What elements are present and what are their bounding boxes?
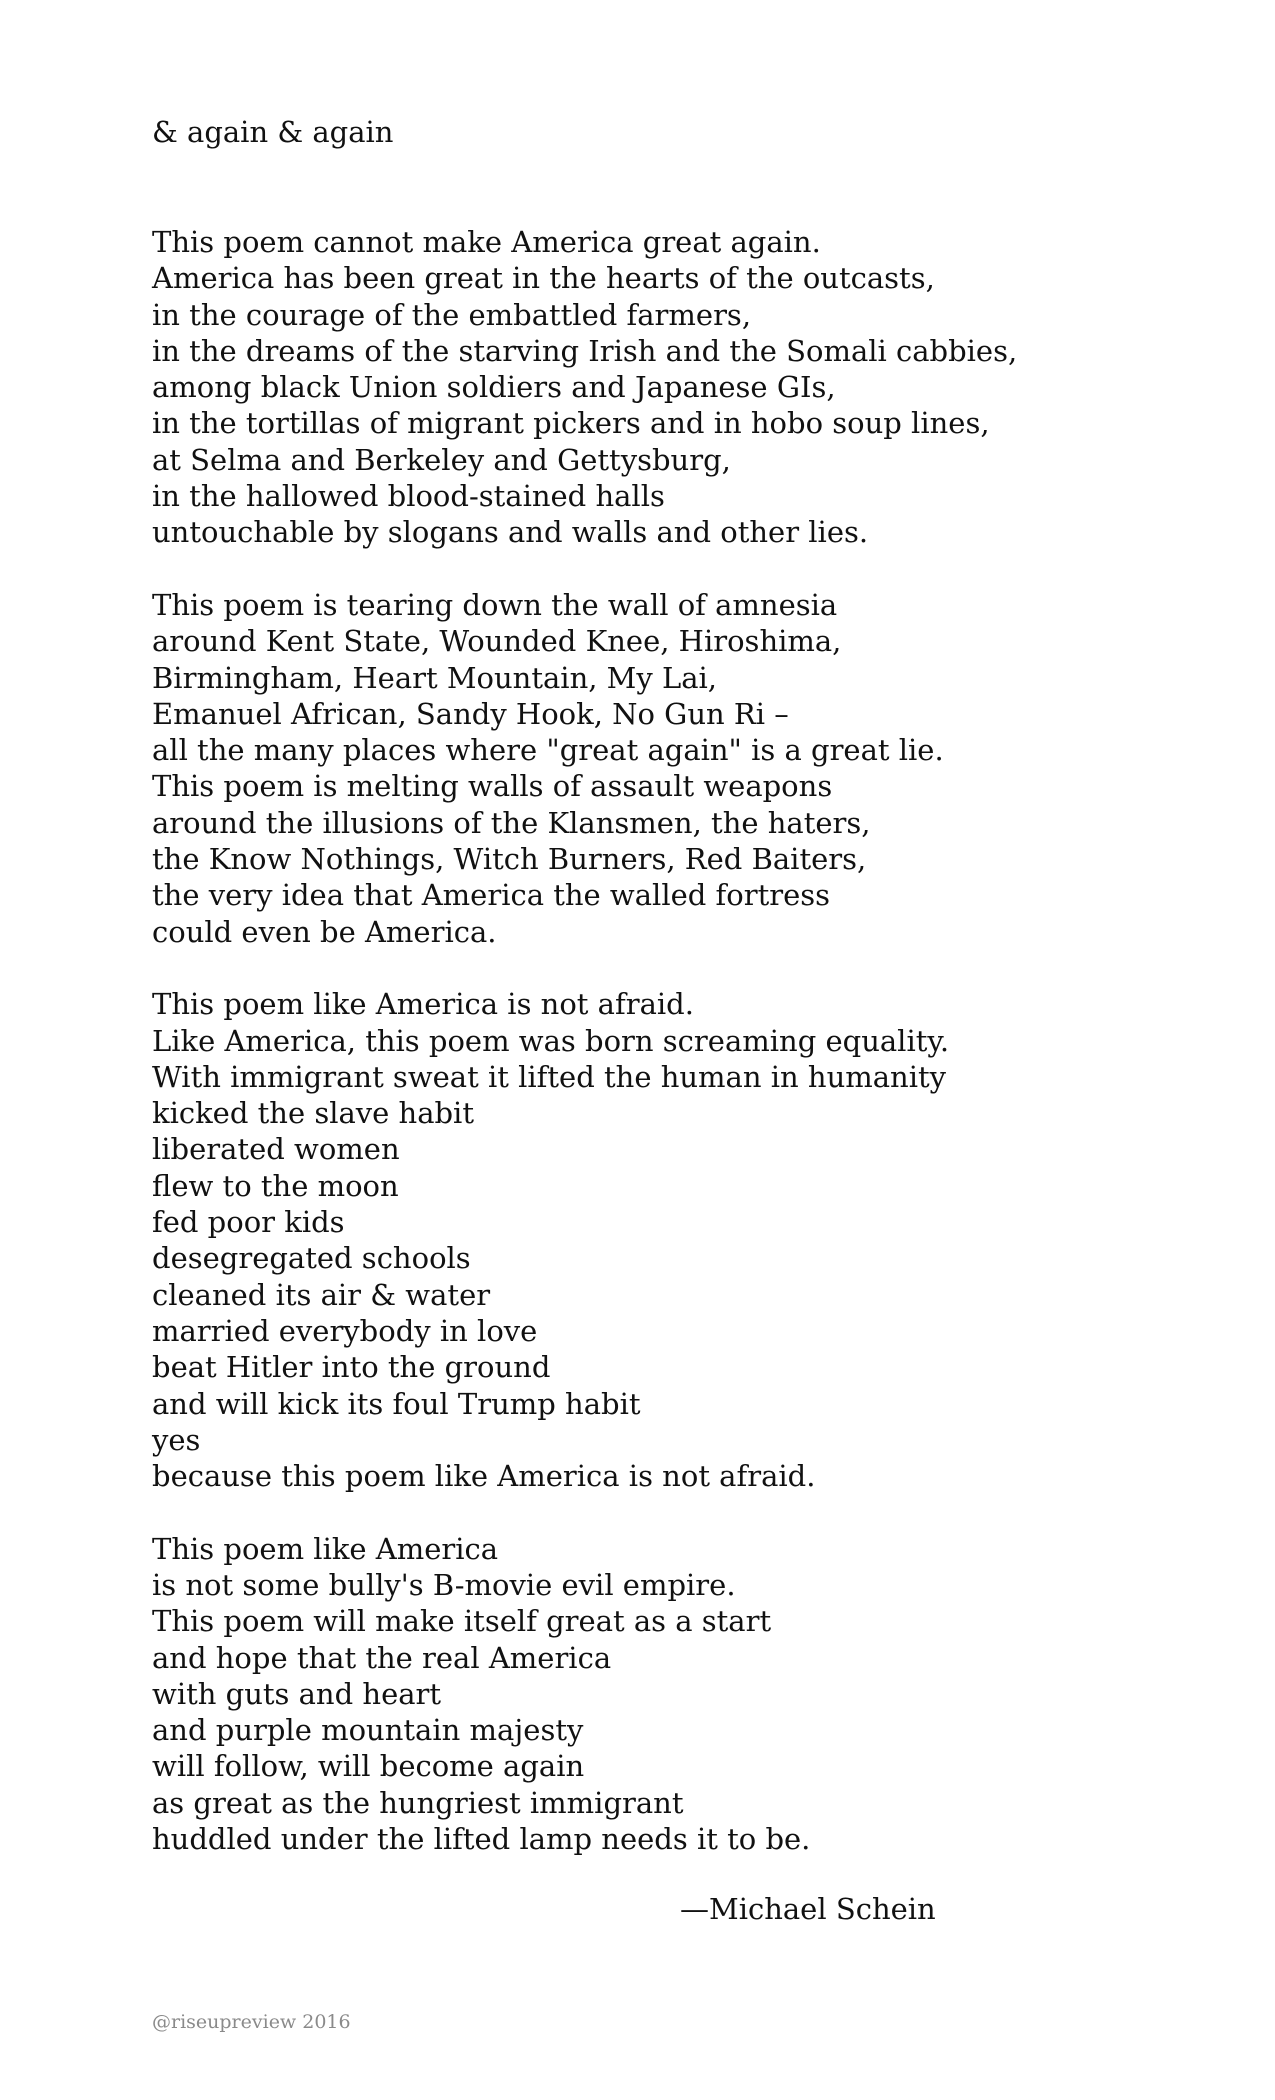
poem-line: because this poem like America is not afraid. — [152, 1459, 816, 1494]
poem-line: with guts and heart — [152, 1676, 442, 1711]
poem-line: This poem like America — [152, 1531, 499, 1566]
poem-body — [152, 224, 1152, 1894]
poem-line: yes — [152, 1422, 201, 1457]
stanza — [152, 224, 1152, 551]
poem-line: With immigrant sweat it lifted the human in humanity — [152, 1059, 947, 1094]
stanza — [152, 587, 1152, 950]
poem-line: around Kent State, Wounded Knee, Hiroshima, — [152, 624, 842, 659]
poem-line: in the hallowed blood-stained halls — [152, 479, 665, 514]
poem-line: desegregated schools — [152, 1241, 471, 1276]
poem-line: beat Hitler into the ground — [152, 1350, 551, 1385]
poem-line: married everybody in love — [152, 1313, 538, 1348]
poem-line: huddled under the lifted lamp needs it to be. — [152, 1822, 811, 1857]
poem-line: and hope that the real America — [152, 1640, 612, 1675]
poem-line: This poem like America is not afraid. — [152, 987, 694, 1022]
poem-line: around the illusions of the Klansmen, the haters, — [152, 805, 871, 840]
stanza — [152, 1531, 1152, 1858]
poem-line: Birmingham, Heart Mountain, My Lai, — [152, 660, 718, 695]
poem-line: This poem is tearing down the wall of amnesia — [152, 587, 838, 622]
stanza — [152, 986, 1152, 1494]
poem-line: the very idea that America the walled fortress — [152, 878, 831, 913]
poem-line: as great as the hungriest immigrant — [152, 1785, 684, 1820]
poem-line: fed poor kids — [152, 1205, 345, 1240]
poem-line: is not some bully's B-movie evil empire. — [152, 1567, 736, 1602]
poem-line: America has been great in the hearts of the outcasts, — [152, 261, 935, 296]
footer-credit: @riseupreview 2016 — [152, 2011, 351, 2033]
poem-line: could even be America. — [152, 914, 497, 949]
poem-line: in the dreams of the starving Irish and the Somali cabbies, — [152, 333, 1018, 368]
poem-line: cleaned its air & water — [152, 1277, 491, 1312]
poem-title: & again & again — [152, 115, 394, 149]
poem-line: This poem is melting walls of assault weapons — [152, 769, 833, 804]
poem-line: Like America, this poem was born screaming equality. — [152, 1023, 950, 1058]
poem-line: among black Union soldiers and Japanese GIs, — [152, 370, 836, 405]
poem-line: will follow, will become again — [152, 1749, 585, 1784]
poem-line: This poem will make itself great as a start — [152, 1604, 772, 1639]
poem-line: This poem cannot make America great again. — [152, 225, 821, 259]
author-signature: —Michael Schein — [680, 1892, 936, 1926]
poem-line: untouchable by slogans and walls and other lies. — [152, 515, 869, 550]
poem-line: the Know Nothings, Witch Burners, Red Baiters, — [152, 842, 867, 877]
poem-line: and will kick its foul Trump habit — [152, 1386, 641, 1421]
poem-line: all the many places where "great again" is a great lie. — [152, 733, 944, 768]
poem-line: in the courage of the embattled farmers, — [152, 297, 752, 332]
poem-line: in the tortillas of migrant pickers and in hobo soup lines, — [152, 406, 990, 441]
poem-line: and purple mountain majesty — [152, 1713, 584, 1748]
poem-line: flew to the moon — [152, 1168, 399, 1203]
poem-line: kicked the slave habit — [152, 1096, 474, 1131]
poem-line: Emanuel African, Sandy Hook, No Gun Ri – — [152, 696, 789, 731]
poem-line: at Selma and Berkeley and Gettysburg, — [152, 442, 731, 477]
poem-line: liberated women — [152, 1132, 400, 1167]
